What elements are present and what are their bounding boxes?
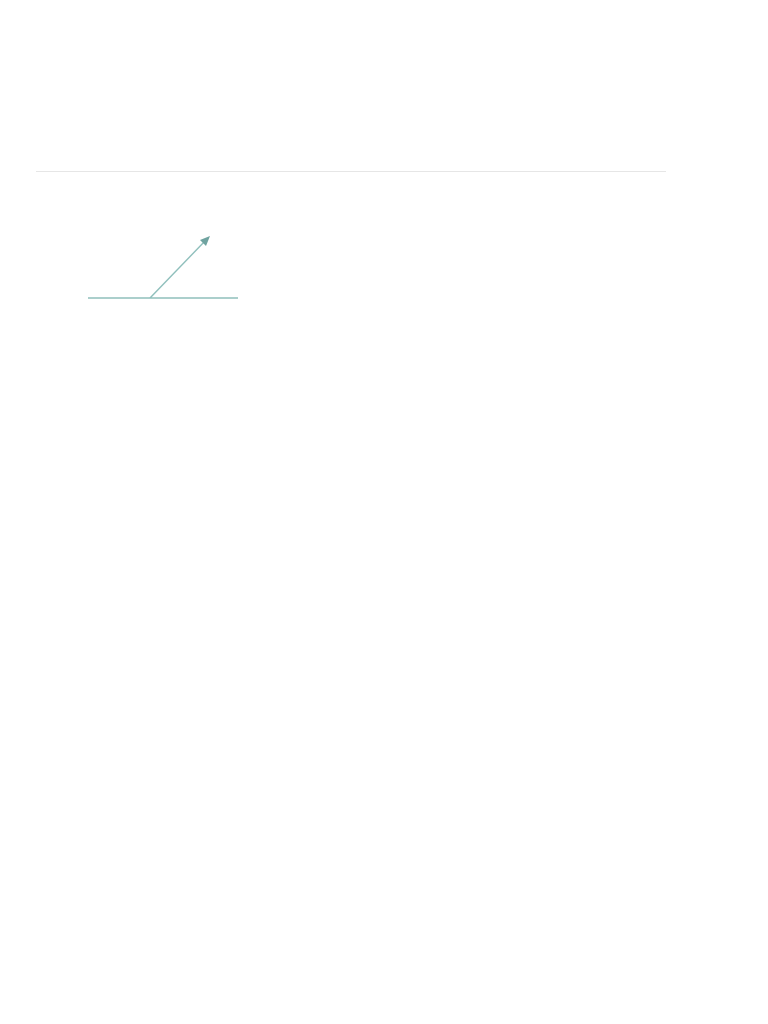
angle-figure xyxy=(86,218,266,318)
ray-or xyxy=(150,240,206,298)
